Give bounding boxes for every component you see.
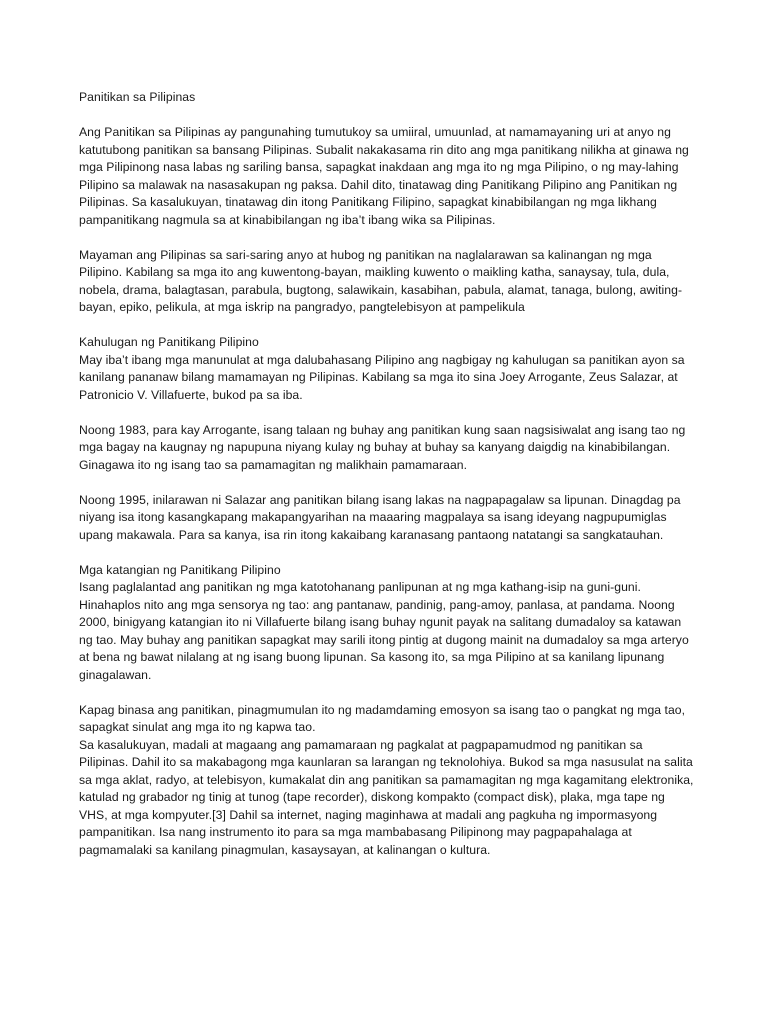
section2-paragraph-3: Sa kasalukuyan, madali at magaang ang pamamaraan ng pagkalat at pagpapamudmod ng panitikan sa Pilipinas. Dahil ito sa makabagong mga kaunlaran sa larangan ng teknolohiya. Bukod sa mga nasusulat na salita sa mga aklat, radyo, at telebisyon, kumakalat din ang panitikan sa pamamagitan ng mga kagamitang elektronika, katulad ng grabador ng tinig at tunog (tape recorder), diskong kompakto (compact disk), plaka, mga tape ng VHS, at mga kompyuter.[3] Dahil sa internet, naging maginhawa at madali ang pagkuha ng impormasyong pampanitikan. Isa nang instrumento ito para sa mga mambabasang Pilipinong may pagpapahalaga at pagmamalaki sa kanilang pinagmulan, kasaysayan, at kalinangan o kultura. bbox=[79, 737, 694, 857]
section1-paragraph-2: Noong 1983, para kay Arrogante, isang talaan ng buhay ang panitikan kung saan nagsisiwalat ang isang tao ng mga bagay na kaugnay ng napupuna niyang kulay ng buhay at buhay sa kanyang daigdig na kinabibilangan. Ginagawa ito ng isang tao sa pamamagitan ng malikhain pamamaraan. bbox=[79, 422, 686, 472]
section1-paragraph-1: May iba’t ibang mga manunulat at mga dalubahasang Pilipino ang nagbigay ng kahulugan sa panitikan ayon sa kanilang pananaw bilang mamamayan ng Pilipinas. Kabilang sa mga ito sina Joey Arrogante, Zeus Salazar, at Patronicio V. Villafuerte, bukod pa sa iba. bbox=[79, 352, 685, 402]
section1-paragraph-3: Noong 1995, inilarawan ni Salazar ang panitikan bilang isang lakas na nagpapagalaw sa lipunan. Dinagdag pa niyang isa itong kasangkapang makapangyarihan na maaaring magpalaya sa isang ideyang nagpupumiglas upang makawala. Para sa kanya, isa rin itong kakaibang karanasang pantaong natatangi sa sangkatauhan. bbox=[79, 492, 681, 542]
section2-paragraph-1: Isang paglalantad ang panitikan ng mga katotohanang panlipunan at ng mga kathang-isip na guni-guni. Hinahaplos nito ang mga sensorya ng tao: ang pantanaw, pandinig, pang-amoy, panlasa, at pandama. Noong 2000, binigyang katangian ito ni Villafuerte bilang isang buhay ngunit payak na salitang dumadaloy sa katawan ng tao. May buhay ang panitikan sapagkat may sarili itong pintig at dugong mainit na dumadaloy sa mga arteryo at bena ng bawat nilalang at ng isang buong lipunan. Sa kasong ito, sa mga Pilipino at sa kanilang lipunang ginagalawan. bbox=[79, 580, 689, 682]
section-heading-katangian: Mga katangian ng Panitikang Pilipino bbox=[79, 562, 281, 577]
document-title: Panitikan sa Pilipinas bbox=[79, 90, 196, 104]
document-page bbox=[79, 89, 695, 859]
intro-paragraph-1: Ang Panitikan sa Pilipinas ay pangunahing tumutukoy sa umiiral, umuunlad, at namamayaning uri at anyo ng katutubong panitikan sa bansang Pilipinas. Subalit nakakasama rin dito ang mga panitikang nilikha at ginawa ng mga Pilipinong nasa labas ng sariling bansa, sapagkat inakdaan ang mga ito ng mga Pilipino, o ng may-lahing Pilipino sa malawak na nasasakupan ng paksa. Dahil dito, tinatawag ding Panitikang Pilipino ang Panitikan ng Pilipinas. Sa kasalukuyan, tinatawag din itong Panitikang Filipino, sapagkat kinabibilangan ng mga likhang pampanitikang nagmula sa at kinabibilangan ng iba’t ibang wika sa Pilipinas. bbox=[79, 125, 689, 227]
section-heading-kahulugan: Kahulugan ng Panitikang Pilipino bbox=[79, 335, 259, 349]
section2-paragraph-2: Kapag binasa ang panitikan, pinagmumulan ito ng madamdaming emosyon sa isang tao o pangkat ng mga tao, sapagkat sinulat ang mga ito ng kapwa tao. bbox=[79, 702, 686, 734]
intro-paragraph-2: Mayaman ang Pilipinas sa sari-saring anyo at hubog ng panitikan na naglalarawan sa kalinangan ng mga Pilipino. Kabilang sa mga ito ang kuwentong-bayan, maikling kuwento o maikling katha, sanaysay, tula, dula, nobela, drama, balagtasan, parabula, bugtong, salawikain, kasabihan, pabula, alamat, tanaga, bulong, awiting-bayan, epiko, pelikula, at mga iskrip na pangradyo, pangtelebisyon at pampelikula bbox=[79, 247, 683, 314]
